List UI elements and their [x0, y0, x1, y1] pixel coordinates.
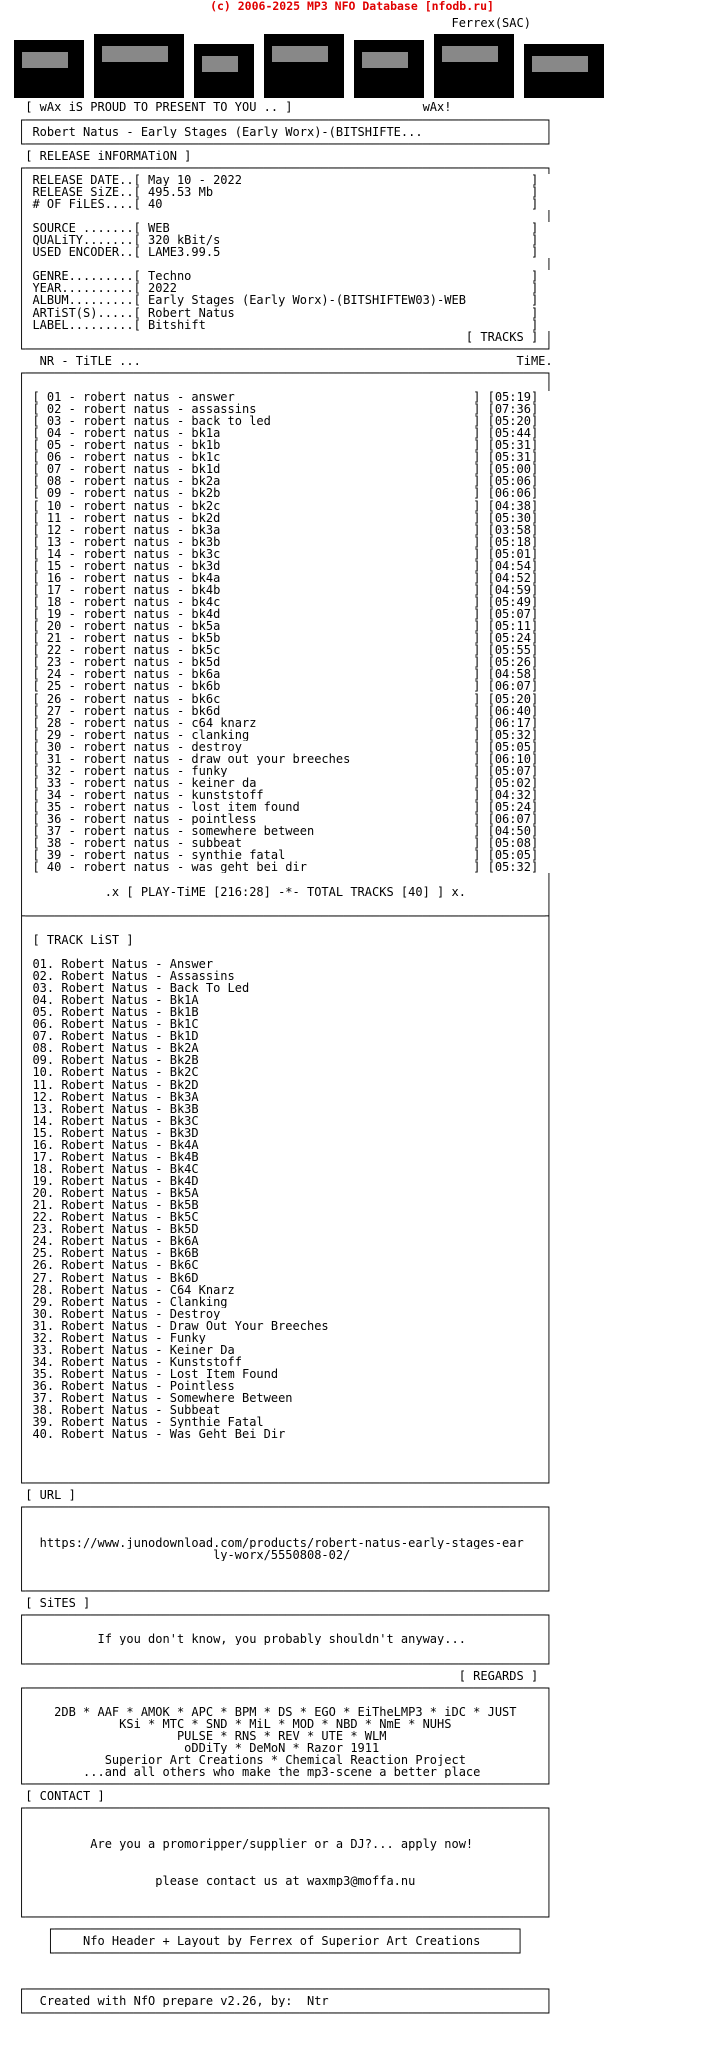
- contact-line: │ Are you a promoripper/supplier or a DJ?... apply now! │: [18, 1838, 553, 1851]
- box-bottom: └────────────────────────────────────────────────────────────────────────┘: [18, 1476, 553, 1489]
- tracks-header: NR - TiTLE ... TiME.: [18, 354, 553, 367]
- release-title: │ Robert Natus - Early Stages (Early Worx)-(BITSHIFTE... │: [18, 125, 553, 138]
- box-bottom: └────────────────────────────────────────────────────────────────────────┘: [18, 1778, 553, 1791]
- regards-line: │ 2DB * AAF * AMOK * APC * BPM * DS * EGO * EiTheLMP3 * iDC * JUST │: [18, 1705, 553, 1718]
- track-list-item: │ 17. Robert Natus - Bk4B │: [18, 1150, 553, 1163]
- blank: │ │: [18, 1693, 553, 1706]
- release-info-row: │ USED ENCODER..[ LAME3.99.5 ]: [18, 246, 539, 259]
- box-top: ┌────────────────────────────────────────────────────────────────────────┐: [18, 161, 553, 174]
- created-line: │ Created with NfO prepare v2.26, by: _Ntr_ │: [18, 1995, 553, 2008]
- section-contact: [ CONTACT ]: [18, 1790, 105, 1803]
- blank: │ │: [18, 1645, 553, 1658]
- track-list-item: │ 29. Robert Natus - Clanking │: [18, 1295, 553, 1308]
- track-list-item: │ 35. Robert Natus - Lost Item Found │: [18, 1368, 553, 1381]
- logo-space: [18, 89, 618, 101]
- blank: │ │: [18, 921, 553, 934]
- track-row: │ [ 12 - robert natus - bk3a ] [03:58]: [18, 523, 539, 536]
- track-list-item: │ 40. Robert Natus - Was Geht Bei Dir │: [18, 1428, 553, 1441]
- track-row: │ [ 11 - robert natus - bk2d ] [05:30]: [18, 511, 539, 524]
- url-line: │ ly-worx/5550808-02/ │: [18, 1548, 553, 1561]
- regards-line: │ ...and all others who make the mp3-scene a better place │: [18, 1766, 553, 1779]
- track-row: │ [ 21 - robert natus - bk5b ] [05:24]: [18, 632, 539, 645]
- track-row: │ [ 35 - robert natus - lost item found ] [05:24]: [18, 801, 539, 814]
- logo-space: [18, 41, 618, 53]
- release-info-row: │ RELEASE SiZE..[ 495.53 Mb ]: [18, 185, 539, 198]
- track-row: │ [ 06 - robert natus - bk1c ] [05:31]: [18, 451, 539, 464]
- blank: │ │: [18, 1440, 553, 1453]
- track-list-item: │ 25. Robert Natus - Bk6B │: [18, 1247, 553, 1260]
- url-line: │ https://www.junodownload.com/products/robert-natus-early-stages-ear │: [18, 1536, 553, 1549]
- track-row: │ [ 02 - robert natus - assassins ] [07:36]: [18, 403, 539, 416]
- track-row: │ [ 28 - robert natus - c64 knarz ] [06:17]: [18, 716, 539, 729]
- track-list-item: │ 11. Robert Natus - Bk2D │: [18, 1078, 553, 1091]
- regards-line: │ PULSE * RNS * REV * UTE * WLM │: [18, 1729, 553, 1742]
- group-tag: Ferrex(SAC): [18, 17, 531, 30]
- track-list-item: │ 01. Robert Natus - Answer │: [18, 957, 553, 970]
- release-info-row: │ LABEL.........[ Bitshift ]: [18, 318, 539, 331]
- blank: │ │: [18, 1621, 553, 1634]
- blank: │ │: [18, 1886, 553, 1899]
- box-top: ┌────────────────────────────────────────────────────────────────────────┐: [18, 1983, 553, 1996]
- blank: [18, 1959, 618, 1971]
- track-list-item: │ 18. Robert Natus - Bk4C │: [18, 1162, 553, 1175]
- track-row: │ [ 32 - robert natus - funky ] [05:07]: [18, 764, 539, 777]
- track-row: │ [ 36 - robert natus - pointless ] [06:07]: [18, 813, 539, 826]
- box-bottom: └────────────────────────────────────────────────────────────────────────┘: [18, 2007, 553, 2020]
- release-info-row: │ YEAR..........[ 2022 ]: [18, 282, 539, 295]
- regards-line: │ oDDiTy * DeMoN * Razor 1911 │: [18, 1741, 553, 1754]
- track-row: │ [ 16 - robert natus - bk4a ] [04:52]: [18, 571, 539, 584]
- release-info-row: │ GENRE.........[ Techno ]: [18, 270, 539, 283]
- blank: │ │: [18, 1524, 553, 1537]
- info-blank: │ │: [18, 210, 553, 223]
- track-list-item: │ 05. Robert Natus - Bk1B │: [18, 1006, 553, 1019]
- logo-space: [18, 77, 618, 89]
- track-list-item: │ 27. Robert Natus - Bk6D │: [18, 1271, 553, 1284]
- track-list-item: │ 03. Robert Natus - Back To Led │: [18, 982, 553, 995]
- release-info-row: │ QUALiTY.......[ 320 kBit/s ]: [18, 234, 539, 247]
- track-list-item: │ 19. Robert Natus - Bk4D │: [18, 1175, 553, 1188]
- track-row: │ [ 01 - robert natus - answer ] [05:19]: [18, 390, 539, 403]
- box-top: ┌────────────────────────────────────────────────────────────────────────┐: [18, 366, 553, 379]
- blank: │ │: [18, 1814, 553, 1827]
- track-row: │ [ 27 - robert natus - bk6d ] [06:40]: [18, 704, 539, 717]
- box-top: ┌────────────────────────────────────────────────────────────────────────┐: [18, 1802, 553, 1815]
- track-row: │ [ 25 - robert natus - bk6b ] [06:07]: [18, 680, 539, 693]
- credit-bottom: └────────────────────────────────────────────────────────────────┘: [18, 1947, 524, 1960]
- track-row: │ [ 30 - robert natus - destroy ] [05:05]: [18, 740, 539, 753]
- blank: [18, 1971, 618, 1983]
- track-list-item: │ 14. Robert Natus - Bk3C │: [18, 1114, 553, 1127]
- track-list-item: │ 36. Robert Natus - Pointless │: [18, 1380, 553, 1393]
- box-top: ┌────────────────────────────────────────────────────────────────────────┐: [18, 1500, 553, 1513]
- blank: │ │: [18, 873, 553, 886]
- track-row: │ [ 19 - robert natus - bk4d ] [05:07]: [18, 608, 539, 621]
- credit-top: ┌────────────────────────────────────────────────────────────────┐: [18, 1922, 524, 1935]
- track-list-item: │ 22. Robert Natus - Bk5C │: [18, 1211, 553, 1224]
- track-row: │ [ 33 - robert natus - keiner da ] [05:02]: [18, 776, 539, 789]
- track-row: │ [ 23 - robert natus - bk5d ] [05:26]: [18, 656, 539, 669]
- track-row: │ [ 26 - robert natus - bk6c ] [05:20]: [18, 692, 539, 705]
- blank: │ │: [18, 945, 553, 958]
- track-row: │ [ 38 - robert natus - subbeat ] [05:08]: [18, 837, 539, 850]
- track-list-item: │ 28. Robert Natus - C64 Knarz │: [18, 1283, 553, 1296]
- divider: ├────────────────────────────────────────────────────────────────────────┤: [18, 909, 553, 922]
- track-row: │ [ 03 - robert natus - back to led ] [05:20]: [18, 415, 539, 428]
- info-blank: │ │: [18, 258, 553, 271]
- track-list-item: │ 15. Robert Natus - Bk3D │: [18, 1126, 553, 1139]
- track-list-item: │ 23. Robert Natus - Bk5D │: [18, 1223, 553, 1236]
- track-list-item: │ 12. Robert Natus - Bk3A │: [18, 1090, 553, 1103]
- track-row: │ [ 10 - robert natus - bk2c ] [04:38]: [18, 499, 539, 512]
- track-row: │ [ 24 - robert natus - bk6a ] [04:58]: [18, 668, 539, 681]
- track-row: │ [ 09 - robert natus - bk2b ] [06:06]: [18, 487, 539, 500]
- section-release-info: [ RELEASE iNFORMATiON ]: [18, 149, 192, 162]
- track-list-item: │ 38. Robert Natus - Subbeat │: [18, 1404, 553, 1417]
- track-row: │ [ 39 - robert natus - synthie fatal ] [05:05]: [18, 849, 539, 862]
- track-list-item: │ 02. Robert Natus - Assassins │: [18, 969, 553, 982]
- contact-line: │ please contact us at waxmp3@moffa.nu │: [18, 1874, 553, 1887]
- section-tracks: │ [ TRACKS ] │: [18, 330, 553, 343]
- track-row: │ [ 05 - robert natus - bk1b ] [05:31]: [18, 439, 539, 452]
- release-info-row: │ ALBUM.........[ Early Stages (Early Worx)-(BITSHIFTEW03)-WEB ]: [18, 294, 539, 307]
- blank: │ │: [18, 1826, 553, 1839]
- logo-space: [18, 53, 618, 65]
- track-list-item: │ 10. Robert Natus - Bk2C │: [18, 1066, 553, 1079]
- box-top: ┌────────────────────────────────────────────────────────────────────────┐: [18, 113, 553, 126]
- blank: │ │: [18, 897, 553, 910]
- box-bottom: └────────────────────────────────────────────────────────────────────────┘: [18, 1657, 553, 1670]
- box-bottom: └────────────────────────────────────────────────────────────────────────┘: [18, 137, 553, 150]
- playtime-line: │ .x [ PLAY-TiME [216:28] -*- TOTAL TRACKS [40] ] x. │: [18, 885, 553, 898]
- track-row: │ [ 07 - robert natus - bk1d ] [05:00]: [18, 463, 539, 476]
- track-list-item: │ 21. Robert Natus - Bk5B │: [18, 1199, 553, 1212]
- track-row: │ [ 37 - robert natus - somewhere between ] [04:50]: [18, 825, 539, 838]
- blank: │ │: [18, 378, 553, 391]
- track-row: │ [ 08 - robert natus - bk2a ] [05:06]: [18, 475, 539, 488]
- proud-line: [ wAx iS PROUD TO PRESENT TO YOU .. ] wAx!: [18, 101, 452, 114]
- track-list-item: │ 20. Robert Natus - Bk5A │: [18, 1187, 553, 1200]
- track-row: │ [ 34 - robert natus - kunststoff ] [04:32]: [18, 789, 539, 802]
- release-info-row: │ RELEASE DATE..[ May 10 - 2022 ]: [18, 173, 539, 186]
- track-list-item: │ 30. Robert Natus - Destroy │: [18, 1307, 553, 1320]
- box-bottom: └────────────────────────────────────────────────────────────────────────┘: [18, 1585, 553, 1598]
- track-list-item: │ 24. Robert Natus - Bk6A │: [18, 1235, 553, 1248]
- blank: │ │: [18, 1561, 553, 1574]
- track-list-item: │ 16. Robert Natus - Bk4A │: [18, 1138, 553, 1151]
- track-row: │ [ 17 - robert natus - bk4b ] [04:59]: [18, 583, 539, 596]
- regards-line: │ KSi * MTC * SND * MiL * MOD * NBD * NmE * NUHS │: [18, 1717, 553, 1730]
- box-top: ┌────────────────────────────────────────────────────────────────────────┐: [18, 1609, 553, 1622]
- section-sites: [ SiTES ]: [18, 1597, 91, 1610]
- track-list-item: │ 09. Robert Natus - Bk2B │: [18, 1054, 553, 1067]
- track-row: │ [ 04 - robert natus - bk1a ] [05:44]: [18, 427, 539, 440]
- track-list-item: │ 32. Robert Natus - Funky │: [18, 1331, 553, 1344]
- box-top: ┌────────────────────────────────────────────────────────────────────────┐: [18, 1681, 553, 1694]
- track-list-item: │ 13. Robert Natus - Bk3B │: [18, 1102, 553, 1115]
- logo-space: [18, 65, 618, 77]
- nfo-document: [18, 17, 618, 2019]
- track-list-item: │ 07. Robert Natus - Bk1D │: [18, 1030, 553, 1043]
- section-track-list: │ [ TRACK LiST ] │: [18, 933, 553, 946]
- track-row: │ [ 15 - robert natus - bk3d ] [04:54]: [18, 559, 539, 572]
- site-header: (c) 2006-2025 MP3 NFO Database [nfodb.ru]: [210, 0, 494, 13]
- track-list-item: │ 37. Robert Natus - Somewhere Between │: [18, 1392, 553, 1405]
- track-list-item: │ 06. Robert Natus - Bk1C │: [18, 1018, 553, 1031]
- sites-text: │ If you don't know, you probably shouldn't anyway... │: [18, 1633, 553, 1646]
- release-info-row: │ ARTiST(S).....[ Robert Natus ]: [18, 306, 539, 319]
- track-list-item: │ 31. Robert Natus - Draw Out Your Breeches │: [18, 1319, 553, 1332]
- blank: │ │: [18, 1452, 553, 1465]
- box-bottom: └────────────────────────────────────────────────────────────────────────┘: [18, 342, 553, 355]
- track-row: │ [ 40 - robert natus - was geht bei dir ] [05:32]: [18, 861, 539, 874]
- blank: │ │: [18, 1850, 553, 1863]
- track-row: │ [ 20 - robert natus - bk5a ] [05:11]: [18, 620, 539, 633]
- track-list-item: │ 26. Robert Natus - Bk6C │: [18, 1259, 553, 1272]
- regards-line: │ Superior Art Creations * Chemical Reaction Project │: [18, 1754, 553, 1767]
- track-row: │ [ 22 - robert natus - bk5c ] [05:55]: [18, 644, 539, 657]
- blank: │ │: [18, 1573, 553, 1586]
- track-row: │ [ 18 - robert natus - bk4c ] [05:49]: [18, 596, 539, 609]
- track-list-item: │ 33. Robert Natus - Keiner Da │: [18, 1343, 553, 1356]
- track-row: │ [ 31 - robert natus - draw out your breeches ] [06:10]: [18, 752, 539, 765]
- blank: │ │: [18, 1512, 553, 1525]
- track-row: │ [ 13 - robert natus - bk3b ] [05:18]: [18, 535, 539, 548]
- credit-line: │ Nfo Header + Layout by Ferrex of Superior Art Creations │: [18, 1934, 524, 1947]
- track-list-item: │ 39. Robert Natus - Synthie Fatal │: [18, 1416, 553, 1429]
- track-row: │ [ 29 - robert natus - clanking ] [05:32]: [18, 728, 539, 741]
- release-info-row: │ SOURCE .......[ WEB ]: [18, 222, 539, 235]
- box-bottom: └────────────────────────────────────────────────────────────────────────┘: [18, 1910, 553, 1923]
- blank: │ │: [18, 1898, 553, 1911]
- blank: │ │: [18, 1464, 553, 1477]
- logo-space: [18, 29, 618, 41]
- track-row: │ [ 14 - robert natus - bk3c ] [05:01]: [18, 547, 539, 560]
- blank: │ │: [18, 1862, 553, 1875]
- section-url: [ URL ]: [18, 1488, 76, 1501]
- section-regards: [ REGARDS ]: [18, 1669, 539, 1682]
- release-info-row: │ # OF FiLES....[ 40 ]: [18, 197, 539, 210]
- track-list-item: │ 34. Robert Natus - Kunststoff │: [18, 1355, 553, 1368]
- track-list-item: │ 08. Robert Natus - Bk2A │: [18, 1042, 553, 1055]
- track-list-item: │ 04. Robert Natus - Bk1A │: [18, 994, 553, 1007]
